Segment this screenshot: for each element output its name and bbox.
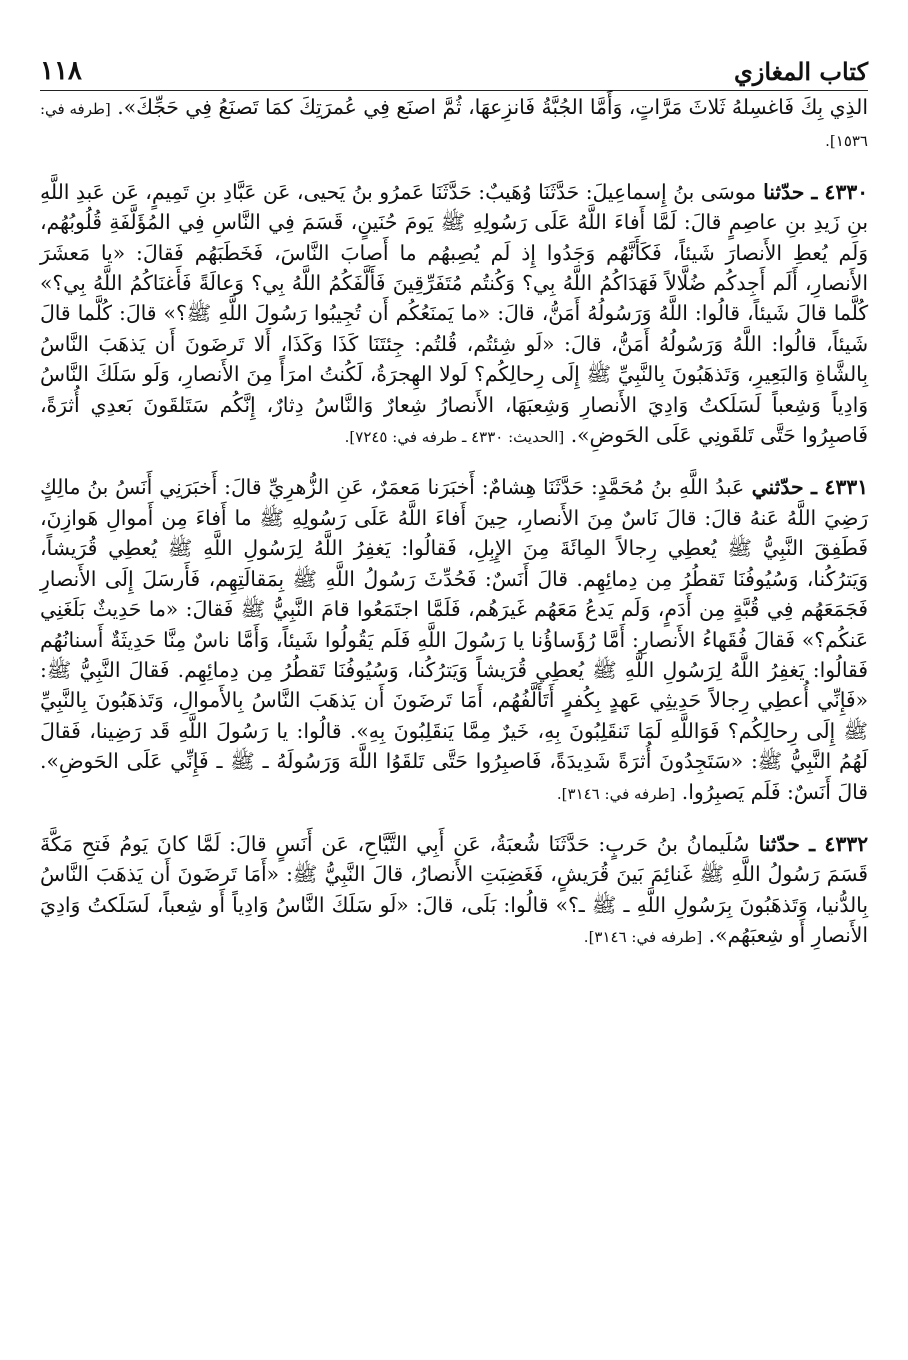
paragraph-continuation [40, 92, 868, 157]
paragraph-text: الذِي بِكَ فَاغسِلهُ ثَلاثَ مَرَّاتٍ، وَأَمَّا الجُبَّةُ فَانزِعهَا، ثُمَّ اصنَع فِي عُمرَتِكَ كمَا تَصنَعُ فِي حَجِّكَ». [117, 95, 868, 119]
paragraph-text: عَبدُ اللَّهِ بنُ مُحَمَّدٍ: حَدَّثَنَا هِشامٌ: أَخبَرَنا مَعمَرٌ، عَنِ الزُّهرِيِّ قالَ: أَخبَرَنِي أَنَسُ بنُ مالِكٍ رَضِيَ اللَّهُ عَنهُ قالَ: قالَ نَاسٌ مِنَ الأَنصارِ، حِينَ أَفاءَ اللَّهُ عَلَى رَسُولِهِ ﷺ ما أَفاءَ مِن أَموالِ هَوازِنَ، فَطَفِقَ النَّبِيُّ ﷺ يُعطِي رِجالاً المِائَةَ مِنَ الإِبِلِ، فَقالُوا: يَغفِرُ اللَّهُ لِرَسُولِ اللَّهِ ﷺ يُعطِي قُرَيشاً، وَيَترُكُنا، وَسُيُوفُنَا تَقطُرُ مِن دِمائِهِم. قالَ أَنَسٌ: فَحُدِّثَ رَسُولُ اللَّهِ ﷺ بِمَقالَتِهِم، فَأَرسَلَ إِلَى الأَنصارِ فَجَمَعَهُم فِي قُبَّةٍ مِن أَدَمٍ، وَلَم يَدعُ مَعَهُم غَيرَهُم، فَلَمَّا اجتَمَعُوا قامَ النَّبِيُّ ﷺ فَقالَ: «ما حَدِيثٌ بَلَغَنِي عَنكُم؟» فَقالَ فُقَهاءُ الأَنصارِ: أَمَّا رُؤَساؤُنا يا رَسُولَ اللَّهِ فَلَم يَقُولُوا شَيئاً، وَأَمَّا ناسٌ مِنَّا حَدِيثَةٌ أَسنانُهُم فَقالُوا: يَغفِرُ اللَّهُ لِرَسُولِ اللَّهِ ﷺ يُعطِي قُرَيشاً وَيَترُكُنا، وَسُيُوفُنَا تَقطُرُ مِن دِمائِهِم. فَقالَ النَّبِيُّ ﷺ: «فَإِنِّي أُعطِي رِجالاً حَدِيثِي عَهدٍ بِكُفرٍ أَتَأَلَّفُهُم، أَمَا تَرضَونَ أَن يَذهَبَ النَّاسُ بِالأَموالِ، وَتَذهَبُونَ بِالنَّبِيِّ ﷺ إِلَى رِحالِكُم؟ فَوَاللَّهِ لَمَا تَنقَلِبُونَ بِهِ، خَيرٌ مِمَّا يَنقَلِبُونَ بِهِ». قالُوا: يا رَسُولَ اللَّهِ قَد رَضِينا، فَقالَ لَهُمُ النَّبِيُّ ﷺ: «سَتَجِدُونَ أُثرَةً شَدِيدَةً، فَاصبِرُوا حَتَّى تَلقَوُا اللَّهَ وَرَسُولَهُ ـ ﷺ ـ فَإِنِّي عَلَى الحَوضِ». قالَ أَنَسٌ: فَلَم يَصبِرُوا. [40, 475, 868, 804]
hadith-number: ٤٣٣٢ [824, 831, 868, 856]
hadith-4331 [40, 472, 868, 808]
page-header [40, 48, 868, 91]
hadith-number: ٤٣٣١ [824, 475, 868, 500]
cross-reference: [طرفه في: ١٥٣٦]. [40, 100, 868, 151]
hadith-text [40, 92, 868, 953]
paragraph-text: موسَى بنُ إِسماعِيلَ: حَدَّثَنَا وُهَيبٌ: حَدَّثَنَا عَمرُو بنُ يَحيى، عَن عَبَّادِ بنِ تَمِيمٍ، عَن عَبدِ اللَّهِ بنِ زَيدِ بنِ عاصِمٍ قالَ: لَمَّا أَفاءَ اللَّهُ عَلَى رَسُولِهِ ﷺ يَومَ حُنَينٍ، قَسَمَ فِي النَّاسِ فِي المُؤَلَّفَةِ قُلُوبُهُم، وَلَم يُعطِ الأَنصارَ شَيئاً، فَكَأَنَّهُم وَجَدُوا إِذ لَم يُصِبهُم ما أَصابَ النَّاسَ، فَخَطَبَهُم فَقالَ: «يا مَعشَرَ الأَنصارِ، أَلَم أَجِدكُم ضُلَّالاً فَهَدَاكُمُ اللَّهُ بِي؟ وَكُنتُم مُتَفَرِّقِينَ فَأَلَّفَكُمُ اللَّهُ بِي؟ وَعالَةً فَأَغنَاكُمُ اللَّهُ بِي؟» كُلَّما قالَ شَيئاً، قالُوا: اللَّهُ وَرَسُولُهُ أَمَنُّ، قالَ: «ما يَمنَعُكُم أَن تُجِيبُوا رَسُولَ اللَّهِ ﷺ؟» قالَ: كُلَّما قالَ شَيئاً، قالُوا: اللَّهُ وَرَسُولُهُ أَمَنُّ، قالَ: «لَو شِئتُم، قُلتُم: جِئتَنَا كَذَا وَكَذَا، أَلا تَرضَونَ أَن يَذهَبَ النَّاسُ بِالشَّاةِ وَالبَعِيرِ، وَتَذهَبُونَ بِالنَّبِيِّ ﷺ إِلَى رِحالِكُم؟ لَولا الهِجرَةُ، لَكُنتُ امرَأً مِنَ الأَنصارِ، وَلَو سَلَكَ النَّاسُ وَادِياً وَشِعباً لَسَلَكتُ وَادِيَ الأَنصارِ وَشِعبَهَا، الأَنصارُ شِعارٌ وَالنَّاسُ دِثارٌ، إِنَّكُم سَتَلقَونَ بَعدِي أُثرَةً، فَاصبِرُوا حَتَّى تَلقَونِي عَلَى الحَوضِ». [40, 179, 868, 448]
hadith-number: ٤٣٣٠ [824, 179, 868, 204]
hadith-4332 [40, 829, 868, 953]
cross-reference: [طرفه في: ٣١٤٦]. [556, 784, 676, 803]
page-number: ١١٨ [40, 56, 82, 86]
book-title: كتاب المغازي [733, 57, 868, 86]
paragraph-text: سُلَيمانُ بنُ حَربٍ: حَدَّثَنَا شُعبَةُ، عَن أَبِي التَّيَّاحِ، عَن أَنَسٍ قالَ: لَمَّا كانَ يَومُ فَتحِ مَكَّةَ قَسَمَ رَسُولُ اللَّهِ ﷺ غَنائِمَ بَينَ قُرَيشٍ، فَغَضِبَتِ الأَنصارُ، قالَ النَّبِيُّ ﷺ: «أَمَا تَرضَونَ أَن يَذهَبَ النَّاسُ بِالدُّنيا، وَتَذهَبُونَ بِرَسُولِ اللَّهِ ـ ﷺ ـ؟» قالُوا: بَلَى، قالَ: «لَو سَلَكَ النَّاسُ وَادِياً أَو شِعباً، لَسَلَكتُ وَادِيَ الأَنصارِ أَو شِعبَهُم». [40, 831, 868, 948]
cross-reference: [طرفه في: ٣١٤٦]. [583, 928, 703, 947]
narration-lead: ـ حدّثنا [756, 179, 825, 204]
hadith-4330 [40, 177, 868, 453]
narration-lead: ـ حدّثني [744, 475, 825, 500]
narration-lead: ـ حدّثنا [749, 831, 825, 856]
cross-reference: [الحديث: ٤٣٣٠ ـ طرفه في: ٧٢٤٥]. [344, 428, 565, 447]
